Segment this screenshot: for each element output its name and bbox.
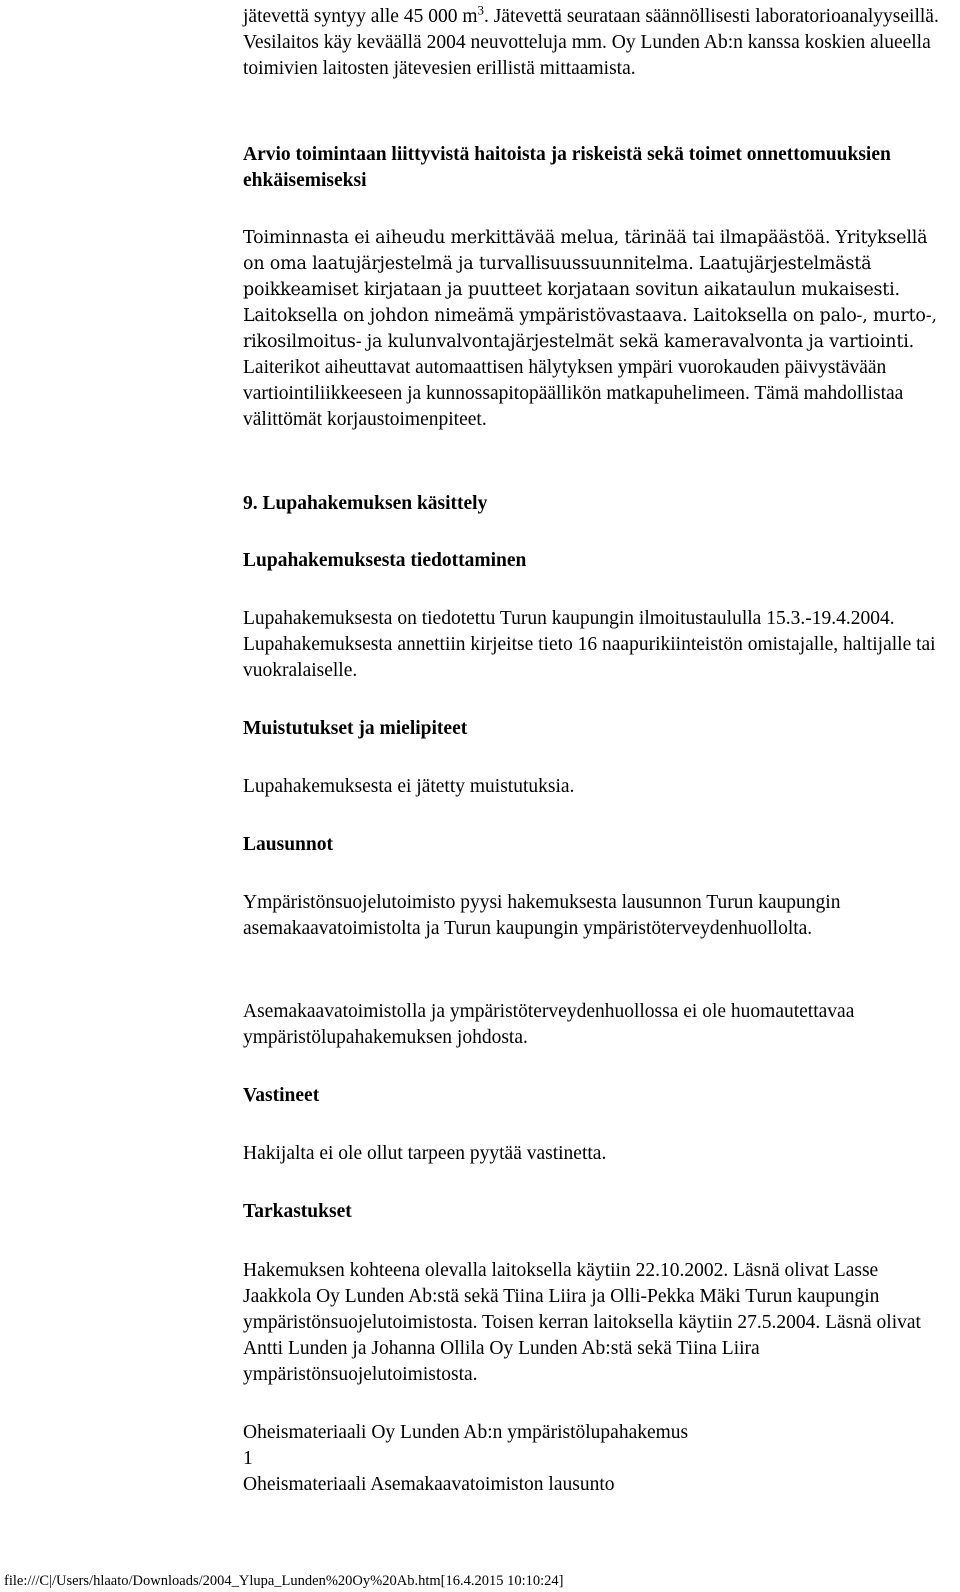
statements-text-2: Asemakaavatoimistolla ja ympäristöterveydenhuollossa ei ole huomautettavaa ympäristölupahakemuksen johdosta. <box>243 1001 855 1048</box>
statements-text-1: Ympäristönsuojelutoimisto pyysi hakemuksesta lausunnon Turun kaupungin asemakaavatoimistolta ja Turun kaupungin ympäristöterveydenhuollolta. <box>243 892 841 939</box>
footer-file-url: file:///C|/Users/hlaato/Downloads/2004_Ylupa_Lunden%20Oy%20Ab.htm[16.4.2015 10:10:24] <box>4 1573 564 1589</box>
risk-heading: Arvio toimintaan liittyvistä haitoista ja riskeistä sekä toimet onnettomuuksien ehkäisemiseksi <box>243 144 891 191</box>
inspections-text: Hakemuksen kohteena olevalla laitoksella käytiin 22.10.2002. Läsnä olivat Lasse Jaakkola Oy Lunden Ab:stä sekä Tiina Liira ja Olli-Pekka Mäki Turun kaupungin ympäristönsuojelutoimistosta. Toisen kerran laitoksella käytiin 27.5.2004. Läsnä olivat Antti Lunden ja Johanna Ollila Oy Lunden Ab:stä sekä Tiina Liira ympäristönsuojelutoimistosta. <box>243 1260 921 1385</box>
attachments <box>243 1420 948 1498</box>
intro-text-before: jätevettä syntyy alle 45 000 m <box>243 6 478 27</box>
risk-body-serif: Laiterikot aiheuttavat automaattisen hälytyksen ympäri vuorokauden päivystävään vartiointiliikkeeseen ja kunnossapitopäällikön matkapuhelimeen. Tämä mahdollistaa välittömät korjaustoimenpiteet. <box>243 357 904 430</box>
attachment-1-number: 1 <box>243 1448 253 1469</box>
responses-text: Hakijalta ei ole ollut tarpeen pyytää vastinetta. <box>243 1143 607 1164</box>
objections-heading: Muistutukset ja mielipiteet <box>243 718 468 739</box>
objections-text: Lupahakemuksesta ei jätetty muistutuksia. <box>243 776 575 797</box>
intro-text-after: . Jätevettä seurataan säännöllisesti laboratorioanalyyseillä. Vesilaitos käy keväällä 2004 neuvotteluja mm. Oy Lunden Ab:n kanssa koskien alueella toimivien laitosten jätevesien erillistä mittaamista. <box>243 6 939 79</box>
responses-heading: Vastineet <box>243 1085 320 1106</box>
risk-body-sans: Toiminnasta ei aiheudu merkittävää melua, tärinää tai ilmapäästöä. Yrityksellä on oma laatujärjestelmä ja turvallisuussuunnitelma. Laatujärjestelmästä poikkeamiset kirjataan ja puutteet korjataan sovitun aikataulun mukaisesti. Laitoksella on johdon nimeämä ympäristövastaava. Laitoksella on palo-, murto-, rikosilmoitus- ja kulunvalvontajärjestelmät sekä kameravalvonta ja vartiointi. <box>243 228 937 352</box>
section-9-heading: 9. Lupahakemuksen käsittely <box>243 493 488 514</box>
notice-text: Lupahakemuksesta on tiedotettu Turun kaupungin ilmoitustaululla 15.3.-19.4.2004. Lupahakemuksesta annettiin kirjeitse tieto 16 naapurikiinteistön omistajalle, haltijalle tai vuokralaiselle. <box>243 608 936 681</box>
notice-heading: Lupahakemuksesta tiedottaminen <box>243 550 527 571</box>
attachment-1: Oheismateriaali Oy Lunden Ab:n ympäristölupahakemus <box>243 1422 689 1443</box>
risk-body <box>243 225 948 433</box>
superscript: 3 <box>477 2 484 18</box>
statements-heading: Lausunnot <box>243 834 333 855</box>
attachment-2: Oheismateriaali Asemakaavatoimiston lausunto <box>243 1474 615 1495</box>
inspections-heading: Tarkastukset <box>243 1201 352 1222</box>
intro-paragraph <box>243 4 948 82</box>
